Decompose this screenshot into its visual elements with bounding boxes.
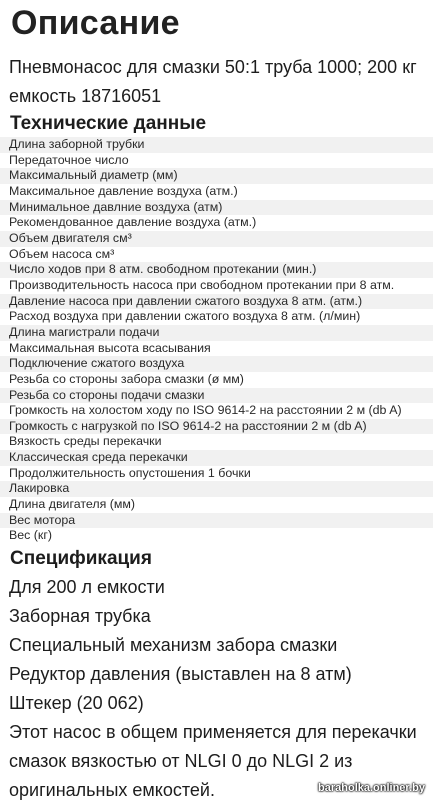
tech-data-label: Максимальная высота всасывания <box>9 340 211 355</box>
tech-data-label: Минимальное давлние воздуха (атм) <box>0 200 433 216</box>
page-title: Описание <box>11 4 180 42</box>
tech-data-label: Рекомендованное давление воздуха (атм.) <box>9 215 257 230</box>
tech-data-row <box>0 450 433 466</box>
tech-data-row <box>0 184 433 200</box>
tech-data-label: Подключение сжатого воздуха <box>0 356 433 372</box>
tech-data-label: Длина магистрали подачи <box>0 325 433 341</box>
tech-data-label: Вес (кг) <box>9 528 52 543</box>
tech-data-label: Передаточное число <box>9 152 129 167</box>
tech-data-label: Продолжительность опустошения 1 бочки <box>9 465 251 480</box>
tech-data-label: Объем насоса см³ <box>9 246 115 261</box>
tech-data-row <box>0 481 433 497</box>
tech-data-label: Длина двигателя (мм) <box>9 497 136 512</box>
tech-data-row <box>0 262 433 278</box>
tech-data-row <box>0 137 433 153</box>
tech-data-row <box>0 403 433 419</box>
tech-data-row <box>0 200 433 216</box>
tech-data-label: Давление насоса при давлении сжатого воздуха 8 атм. (атм.) <box>0 294 433 310</box>
tech-data-row <box>0 497 433 513</box>
tech-data-label: Резьба со стороны подачи смазки <box>0 388 433 404</box>
tech-data-row <box>0 247 433 263</box>
watermark: baraholka.onliner.by <box>318 782 425 794</box>
tech-data-row <box>0 528 433 544</box>
tech-data-row <box>0 309 433 325</box>
tech-data-row <box>0 513 433 529</box>
tech-data-row <box>0 434 433 450</box>
tech-data-label: Громкость с нагрузкой по ISO 9614-2 на расстоянии 2 м (db A) <box>0 419 433 435</box>
tech-data-row <box>0 341 433 357</box>
specification-item: Штекер (20 062) <box>9 693 144 713</box>
tech-data-row <box>0 168 433 184</box>
tech-data-row <box>0 231 433 247</box>
tech-data-row <box>0 356 433 372</box>
specification-list <box>9 573 433 800</box>
tech-data-table <box>0 137 433 544</box>
tech-data-label: Вес мотора <box>0 513 433 529</box>
tech-data-label: Длина заборной трубки <box>0 137 433 153</box>
tech-data-label: Число ходов при 8 атм. свободном протекании (мин.) <box>0 262 433 278</box>
tech-data-row <box>0 325 433 341</box>
tech-data-label: Громкость на холостом ходу по ISO 9614-2 на расстоянии 2 м (db A) <box>9 403 402 418</box>
tech-data-row <box>0 372 433 388</box>
specification-heading: Спецификация <box>10 548 152 569</box>
specification-item: Редуктор давления (выставлен на 8 атм) <box>9 664 352 684</box>
tech-data-label: Производительность насоса при свободном протекании при 8 атм. <box>9 277 395 292</box>
tech-data-label: Объем двигателя см³ <box>0 231 433 247</box>
tech-data-label: Вязкость среды перекачки <box>9 434 162 449</box>
tech-data-row <box>0 294 433 310</box>
tech-data-row <box>0 388 433 404</box>
tech-data-label: Максимальный диаметр (мм) <box>0 168 433 184</box>
tech-data-row <box>0 466 433 482</box>
specification-item: Заборная трубка <box>9 606 151 626</box>
tech-data-label: Максимальное давление воздуха (атм.) <box>9 183 238 198</box>
tech-data-row <box>0 278 433 294</box>
tech-data-row <box>0 153 433 169</box>
tech-data-label: Классическая среда перекачки <box>0 450 433 466</box>
specification-item: Для 200 л емкости <box>9 577 165 597</box>
tech-data-label: Лакировка <box>0 481 433 497</box>
product-name: Пневмонасос для смазки 50:1 труба 1000; 200 кг емкость 18716051 <box>9 57 417 106</box>
specification-item: Этот насос в общем применяется для перекачки смазок вязкостью от NLGI 0 до NLGI 2 из оригинальных емкостей. <box>9 722 417 800</box>
specification-item: Специальный механизм забора смазки <box>9 635 338 655</box>
tech-data-label: Резьба со стороны забора смазки (ø мм) <box>9 371 244 386</box>
tech-data-row <box>0 215 433 231</box>
tech-data-label: Расход воздуха при давлении сжатого воздуха 8 атм. (л/мин) <box>9 309 361 324</box>
tech-data-heading: Технические данные <box>10 113 207 134</box>
tech-data-row <box>0 419 433 435</box>
